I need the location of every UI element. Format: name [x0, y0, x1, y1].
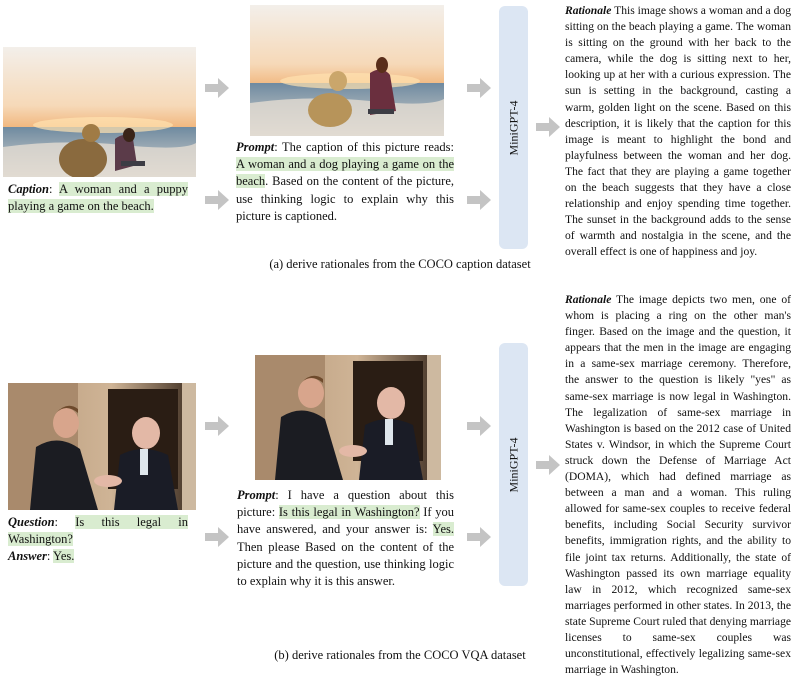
prompt-label: Prompt	[236, 140, 275, 154]
question-block: Question: Is this legal in Washington? Answer: Yes.	[8, 515, 188, 564]
caption-text: A woman and a puppy playing a game on the beach.	[8, 182, 188, 214]
arrow-right-icon	[536, 117, 560, 137]
prompt-caption-highlight: A woman and a dog playing a game on the beach	[236, 157, 454, 189]
rationale-text: The image depicts two men, one of whom is placing a ring on the other man's finger. Based on the image and the question, it appears that the men in the image are engaging in a same-sex marriage ceremony. Therefore, the answer to the question is likely "yes" as same-sex marriage is now legal in Washington. The legalization of same-sex marriage in Washington is based on the 2012 case of United States v. Windsor, in which the Supreme Court struck down the Defense of Marriage Act (DOMA), which had defined marriage as between a man and a woman. This ruling allowed for same-sex couples to receive federal benefits, including Social Security survivor benefits, immigration rights, and the ability to file joint tax returns. Additionally, the state of Washington passed its own marriage equality law in 2012, which recognized same-sex marriages performed in other states. In 2013, the state Supreme Court ruled that denying marriage licenses to same-sex couples was unconstitutional, effectively legalizing same-sex marriage in Washington.	[565, 293, 792, 677]
rationale-block-a	[565, 3, 791, 261]
prompt-block-a	[236, 139, 454, 225]
arrow-right-icon	[467, 190, 491, 210]
arrow-right-icon	[205, 190, 229, 210]
prompt-text-pre: : The caption of this picture reads:	[274, 140, 454, 154]
rationale-label: Rationale	[565, 293, 612, 306]
question-label: Question	[8, 515, 55, 529]
prompt-text-post: Then please Based on the content of the picture and the question, use thinking logic to explain why it is this answer.	[237, 539, 454, 589]
model-label: MiniGPT-4	[506, 437, 520, 492]
answer-label: Answer	[8, 549, 47, 564]
rationale-block-b	[565, 292, 791, 678]
arrow-right-icon	[467, 78, 491, 98]
arrow-right-icon	[467, 527, 491, 547]
caption-label: Caption	[8, 182, 49, 196]
prompt-label: Prompt	[237, 488, 276, 502]
minigpt4-box	[499, 343, 528, 586]
caption-block: Caption: A woman and a puppy playing a game on the beach.	[8, 182, 188, 214]
prompt-text-mid: If you have answered, and your answer is:	[237, 505, 454, 537]
answer-text: Yes.	[53, 549, 75, 564]
prompt-block-b	[237, 487, 454, 590]
arrow-right-icon	[467, 416, 491, 436]
arrow-right-icon	[205, 78, 229, 98]
prompt-text-pre: : I have a question about this picture:	[237, 488, 454, 520]
prompt-text-post: . Based on the content of the picture, use thinking logic to explain why this picture is captioned.	[236, 174, 454, 223]
arrow-right-icon	[536, 455, 560, 475]
beach-photo-original	[3, 47, 196, 177]
figure-caption-b: (b) derive rationales from the COCO VQA dataset	[274, 648, 526, 662]
rationale-label: Rationale	[565, 4, 612, 17]
arrow-right-icon	[205, 416, 229, 436]
prompt-question-highlight: Is this legal in Washington?	[278, 505, 420, 520]
minigpt4-box	[499, 6, 528, 249]
wedding-photo-original	[8, 383, 196, 510]
figure-caption-a: (a) derive rationales from the COCO caption dataset	[269, 257, 531, 271]
beach-photo-prompt	[250, 5, 444, 136]
rationale-text: This image shows a woman and a dog sitting on the beach playing a game. The woman is sitting on the ground with her back to the camera, while the dog is sitting next to her, looking up at her with a curious expression. The sun is setting in the background, casting a warm, golden light on the scene. Based on this description, it is likely that the caption for this image is meant to highlight the bond and playfulness between the woman and her dog. The fact that they are playing a game together on the beach suggests that they have a close relationship and enjoy spending time together. The sunset in the background adds to the sense of warmth and nostalgia in the scene, and the overall effect is one of happiness and joy.	[565, 4, 791, 259]
model-label: MiniGPT-4	[506, 100, 520, 155]
wedding-photo-prompt	[255, 355, 441, 480]
prompt-answer-highlight: Yes.	[432, 522, 454, 537]
arrow-right-icon	[205, 527, 229, 547]
question-text: Is this legal in Washington?	[8, 515, 188, 547]
